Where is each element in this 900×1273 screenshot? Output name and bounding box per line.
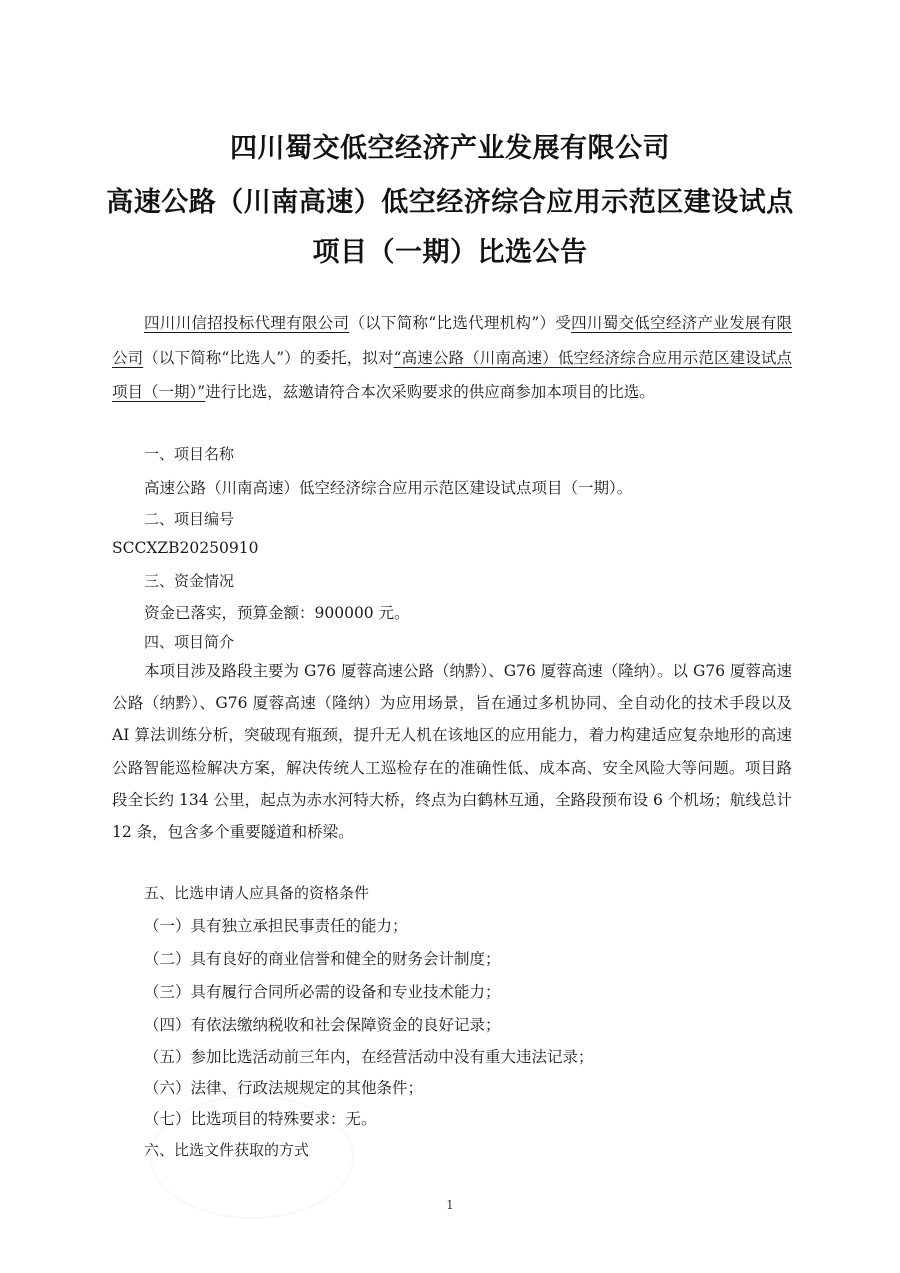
title-company: 四川蜀交低空经济产业发展有限公司 [230,133,670,164]
section-3-heading: 三、资金情况 [144,572,235,590]
qualification-item-7: （七）比选项目的特殊要求：无。 [144,1110,377,1128]
intro-text-1: （以下简称“比选代理机构”）受 [349,314,572,332]
intro-text-2: （以下简称“比选人”）的委托，拟对 [143,348,394,367]
title-project-line1: 高速公路（川南高速）低空经济综合应用示范区建设试点 [106,187,794,218]
title-project-line2: 项目（一期）比选公告 [312,237,588,268]
intro-text-3: 进行比选，兹邀请符合本次采购要求的供应商参加本项目的比选。 [205,383,655,401]
section-5-heading: 五、比选申请人应具备的资格条件 [144,884,370,902]
section-4-body: 本项目涉及路段主要为 G76 厦蓉高速公路（纳黔）、G76 厦蓉高速（隆纳）。以 G76 厦蓉高速公路（纳黔）、G76 厦蓉高速（隆纳）为应用场景，旨在通过多机协同、全自动化的技术手段以及 AI 算法训练分析，突破现有瓶颈，提升无人机在该地区的应用能力，着力构建适应复杂地形的高速公路智能巡检解决方案，解决传统人工巡检存在的准确性低、成本高、安全风险大等问题。项目路段全长约 134 公里，起点为赤水河特大桥，终点为白鹤林互通，全路段预布设 6 个机场；航线总计 12 条，包含多个重要隧道和桥梁。 [112,662,792,842]
section-6-heading: 六、比选文件获取的方式 [144,1141,310,1159]
page-number: 1 [446,1198,454,1212]
section-2-body: SCCXZB20250910 [112,539,259,557]
section-4-heading: 四、项目简介 [144,633,235,651]
section-1-body: 高速公路（川南高速）低空经济综合应用示范区建设试点项目（一期）。 [144,479,633,497]
qualification-item-3: （三）具有履行合同所必需的设备和专业技术能力； [144,983,501,1001]
section-3-body: 资金已落实，预算金额：900000 元。 [144,604,410,622]
section-2-heading: 二、项目编号 [144,510,235,528]
agent-name: 四川川信招投标代理有限公司 [144,314,350,332]
qualification-item-4: （四）有依法缴纳税收和社会保障资金的良好记录； [144,1016,501,1034]
section-1-heading: 一、项目名称 [144,445,235,463]
qualification-item-2: （二）具有良好的商业信誉和健全的财务会计制度； [144,950,501,968]
qualification-item-5: （五）参加比选活动前三年内，在经营活动中没有重大违法记录； [144,1048,594,1066]
qualification-item-1: （一）具有独立承担民事责任的能力； [144,917,408,935]
intro-paragraph [112,306,792,410]
project-name-quoted: “高速公路（川南高速）低空经济综合应用示范区建设试点项目（一期）” [112,348,792,401]
client-name: 四川蜀交低空经济产业发展有限公司 [112,314,792,367]
qualification-item-6: （六）法律、行政法规规定的其他条件； [144,1079,424,1097]
